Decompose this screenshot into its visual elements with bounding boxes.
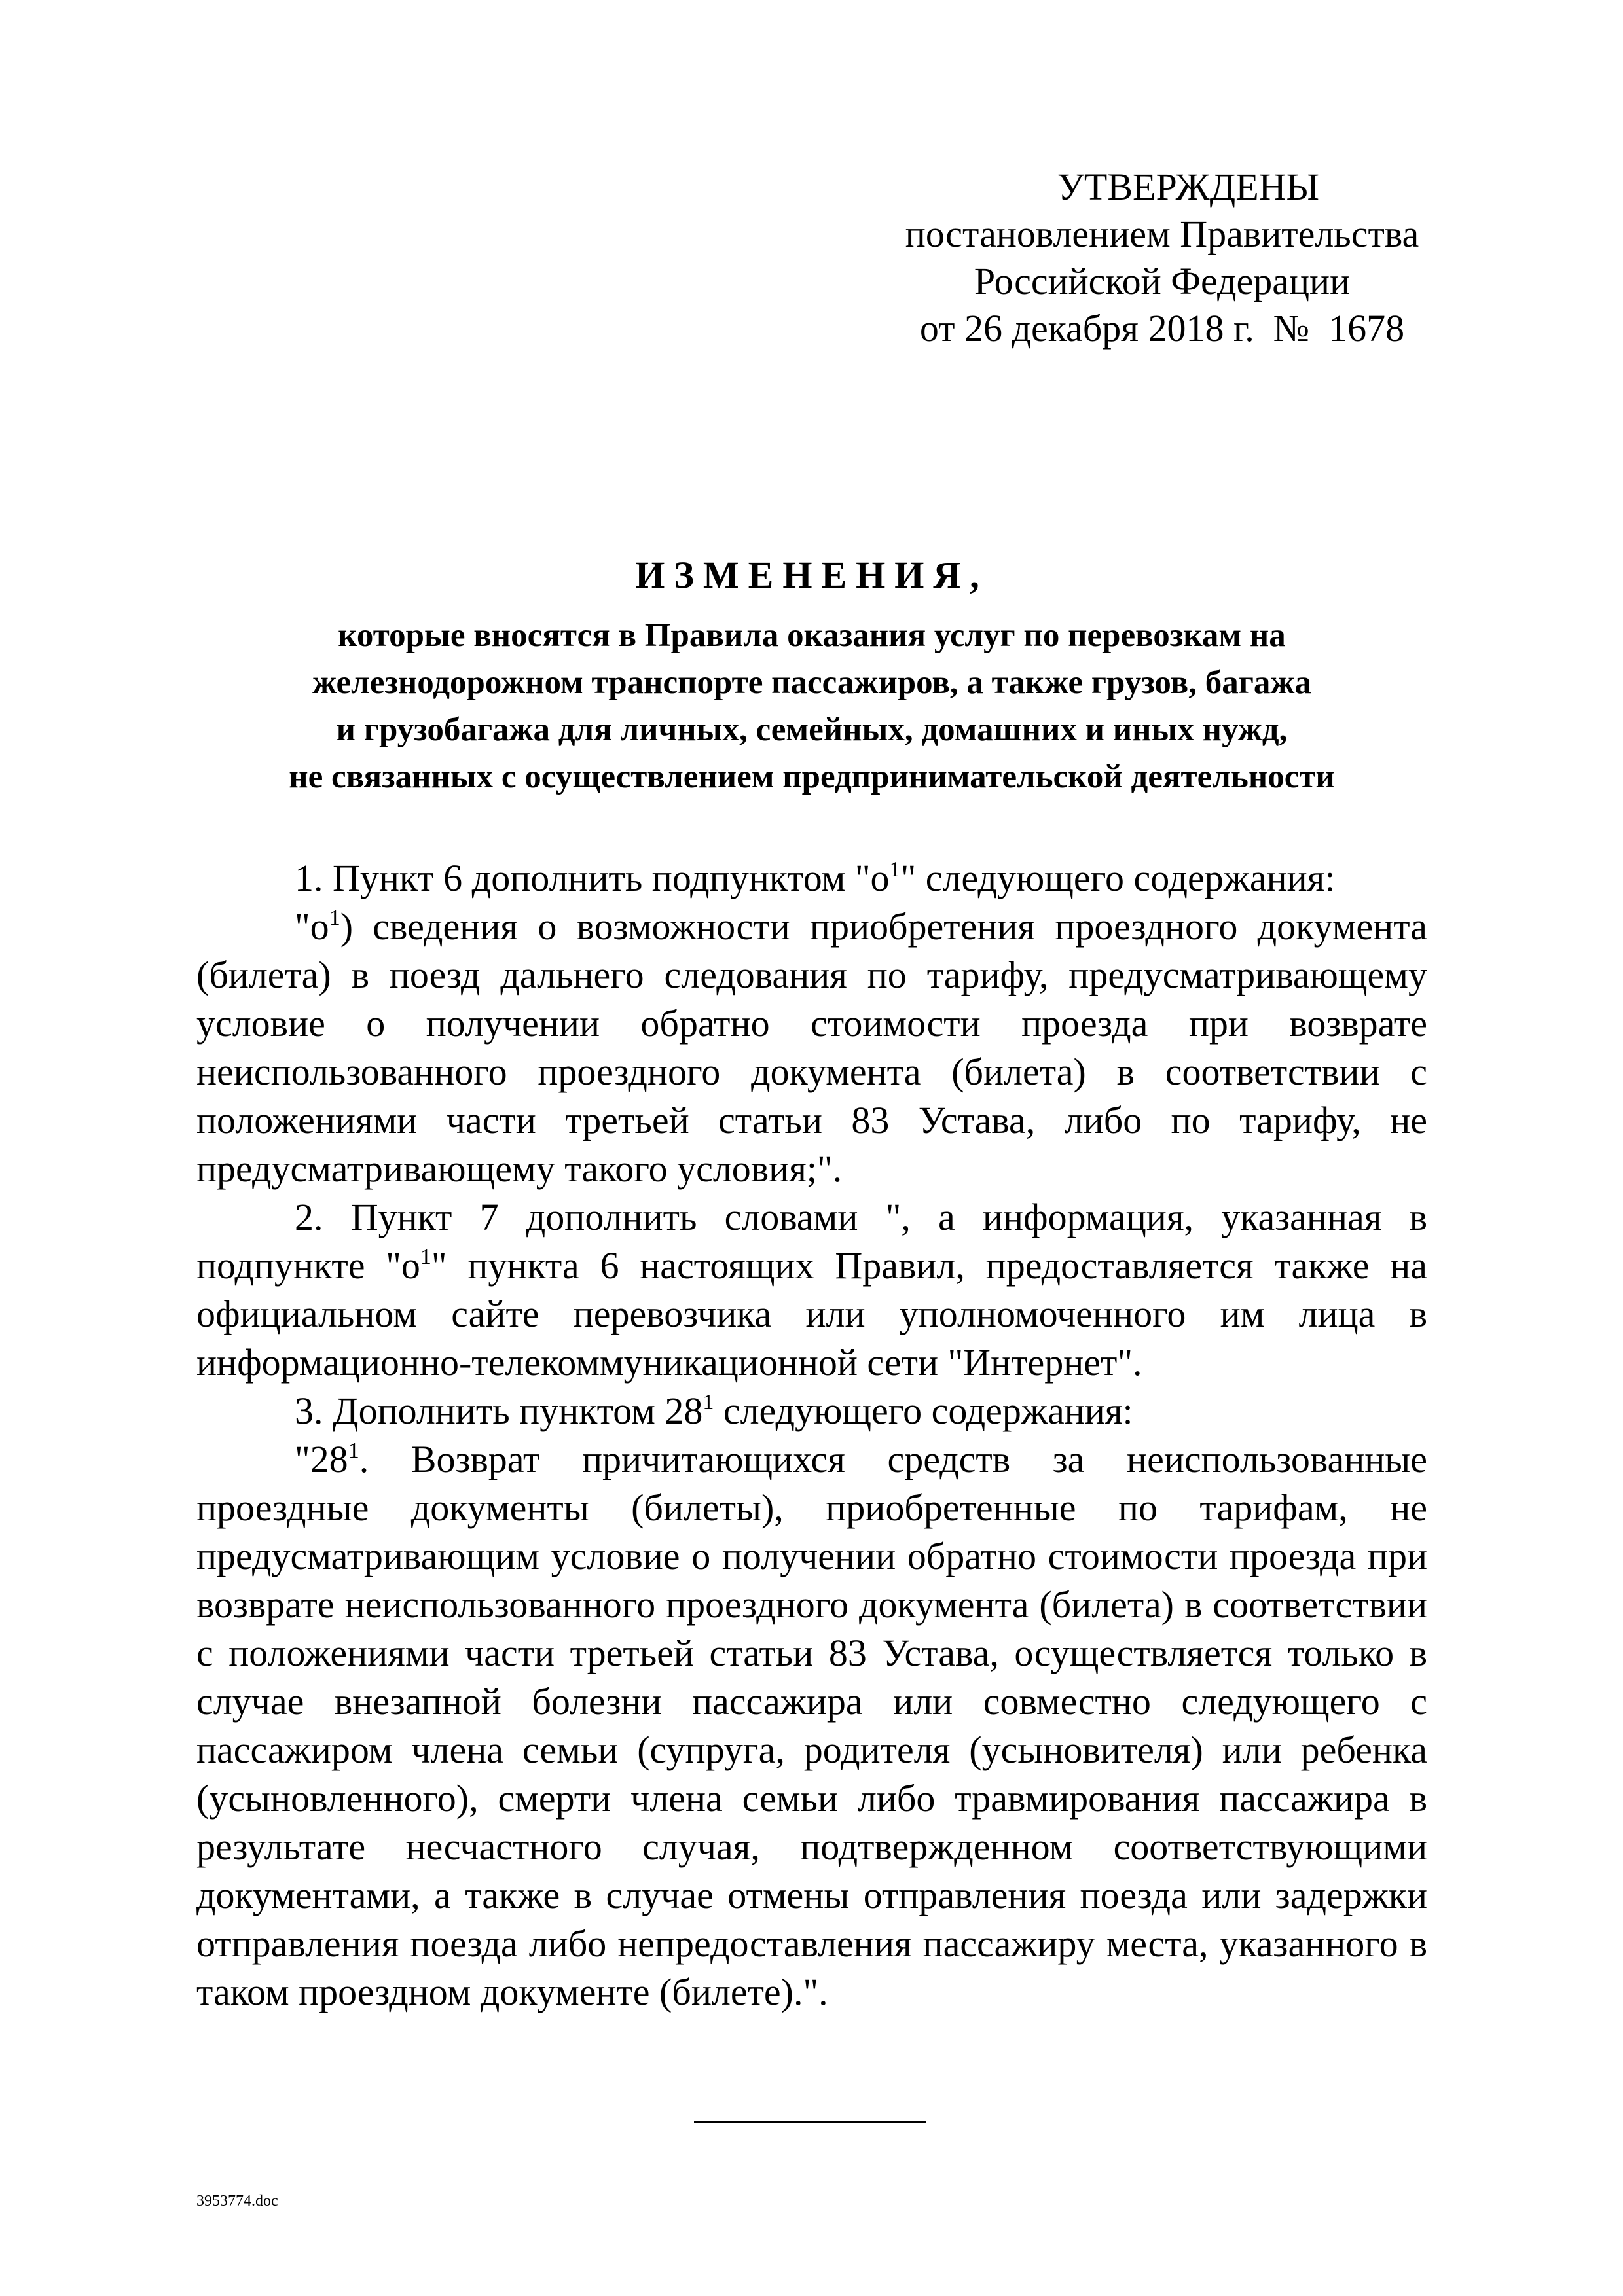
document-title: ИЗМЕНЕНИЯ, — [635, 554, 989, 596]
end-separator-line — [694, 2121, 926, 2123]
item-3-quote: "$28^1$. Возврат причитающихся средств за неиспользованные проездные документы (билеты), приобретенные по тарифам, не предусматривающим условие о получении обратно стоимости проезда при возврате неиспользованного проездного документа (билета) в соответствии с положениями части третьей статьи 83 Устава, осуществляется только в случае внезапной болезни пассажира или совместно следующего с пассажиром члена семьи (супруга, родителя (усыновителя) или ребенка (усыновленного), смерти члена семьи либо травмирования пассажира в результате несчастного случая, подтвержденном соответствующими документами, а также в случае отмены отправления поезда или задержки отправления поезда либо непредоставления пассажиру места, указанного в таком проездном документе (билете).". — [196, 1438, 1427, 2013]
item-2: 2. Пункт 7 дополнить словами ", а информация, указанная в подпункте "$о^1$" пункта 6 настоящих Правил, предоставляется также на официальном сайте перевозчика или уполномоченного им лица в информационно-телекоммуникационной сети "Интернет". — [196, 1196, 1427, 1384]
subtitle-line-3: и грузобагажа для личных, семейных, домашних и иных нужд, — [336, 711, 1288, 748]
item-1: 1. Пункт 6 дополнить подпунктом "$о^1$" следующего содержания: — [295, 857, 1336, 899]
subtitle-line-2: железнодорожном транспорте пассажиров, а также грузов, багажа — [312, 664, 1311, 701]
approval-heading: УТВЕРЖДЕНЫ — [1057, 166, 1320, 208]
item-3: 3. Дополнить пунктом $28^1$ следующего содержания: — [295, 1390, 1133, 1432]
approval-line-date-number: от 26 декабря 2018 г. № 1678 — [919, 307, 1405, 350]
approval-line-resolution: постановлением Правительства — [905, 213, 1419, 255]
document-body — [196, 854, 1427, 2017]
footer-file-name: 3953774.doc — [196, 2193, 278, 2210]
approval-block — [851, 164, 1473, 352]
item-1-quote: "$о^1$) сведения о возможности приобретения проездного документа (билета) в поезд дальнего следования по тарифу, предусматривающему условие о получении обратно стоимости проезда при возврате неиспользованного проездного документа (билета) в соответствии с положениями части третьей статьи 83 Устава, либо по тарифу, не предусматривающему такого условия;". — [196, 905, 1427, 1190]
document-subtitle — [196, 612, 1427, 800]
subtitle-line-4: не связанных с осуществлением предпринимательской деятельности — [289, 759, 1335, 795]
approval-line-federation: Российской Федерации — [974, 260, 1351, 302]
subtitle-line-1: которые вносятся в Правила оказания услуг по перевозкам на — [338, 617, 1286, 654]
